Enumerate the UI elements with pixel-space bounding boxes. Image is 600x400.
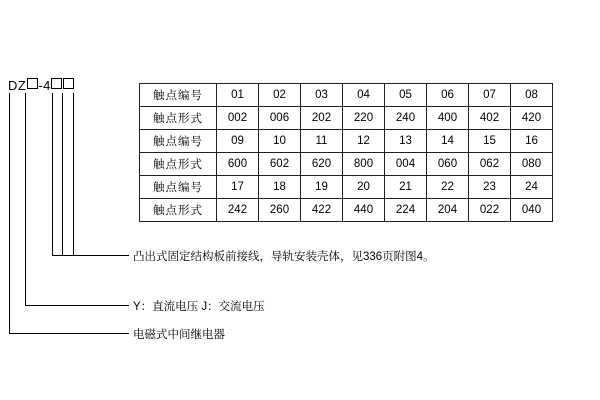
- model-box-3: [63, 78, 74, 89]
- table-cell: 18: [259, 176, 301, 199]
- annotation-structure: 凸出式固定结构板前接线，导轨安装壳体，见336页附图4。: [133, 251, 435, 263]
- table-cell: 224: [385, 199, 427, 222]
- leader-arm-3: [9, 333, 129, 334]
- table-cell: 20: [343, 176, 385, 199]
- leader-stem-1: [9, 93, 10, 333]
- table-cell: 620: [301, 153, 343, 176]
- table-cell: 400: [427, 107, 469, 130]
- table-cell: 080: [511, 153, 553, 176]
- table-cell: 08: [511, 84, 553, 107]
- table-cell: 402: [469, 107, 511, 130]
- leader-arm-1: [52, 255, 129, 256]
- table-cell: 22: [427, 176, 469, 199]
- model-code-label: [8, 78, 75, 93]
- table-cell: 07: [469, 84, 511, 107]
- table-cell: 14: [427, 130, 469, 153]
- table-row: [140, 107, 553, 130]
- table-cell: 01: [217, 84, 259, 107]
- leader-stem-5: [73, 93, 74, 255]
- table-cell: 05: [385, 84, 427, 107]
- table-cell: 002: [217, 107, 259, 130]
- leader-stem-4: [62, 93, 63, 255]
- annotation-relay-type: 电磁式中间继电器: [133, 329, 225, 341]
- row-label: 触点编号: [140, 176, 217, 199]
- table-cell: 23: [469, 176, 511, 199]
- table-cell: 600: [217, 153, 259, 176]
- model-box-2: [51, 78, 62, 89]
- table-cell: 17: [217, 176, 259, 199]
- row-label: 触点编号: [140, 130, 217, 153]
- table-cell: 422: [301, 199, 343, 222]
- annotation-voltage: Y：直流电压 J：交流电压: [133, 301, 265, 313]
- table-cell: 12: [343, 130, 385, 153]
- table-cell: 006: [259, 107, 301, 130]
- model-prefix: DZ: [8, 78, 27, 93]
- table-cell: 040: [511, 199, 553, 222]
- table-cell: 21: [385, 176, 427, 199]
- table-cell: 11: [301, 130, 343, 153]
- table-cell: 062: [469, 153, 511, 176]
- table-row: [140, 176, 553, 199]
- model-middle: -4: [38, 78, 51, 93]
- table-cell: 022: [469, 199, 511, 222]
- contacts-table-wrapper: [139, 83, 553, 222]
- table-cell: 13: [385, 130, 427, 153]
- table-cell: 02: [259, 84, 301, 107]
- contacts-table: [139, 83, 553, 222]
- table-cell: 260: [259, 199, 301, 222]
- table-cell: 240: [385, 107, 427, 130]
- table-cell: 060: [427, 153, 469, 176]
- table-row: [140, 130, 553, 153]
- row-label: 触点形式: [140, 107, 217, 130]
- leader-stem-2: [25, 93, 26, 305]
- table-cell: 06: [427, 84, 469, 107]
- table-cell: 602: [259, 153, 301, 176]
- table-cell: 800: [343, 153, 385, 176]
- table-cell: 04: [343, 84, 385, 107]
- table-cell: 420: [511, 107, 553, 130]
- table-row: [140, 199, 553, 222]
- table-cell: 19: [301, 176, 343, 199]
- row-label: 触点编号: [140, 84, 217, 107]
- table-cell: 220: [343, 107, 385, 130]
- table-row: [140, 84, 553, 107]
- table-row: [140, 153, 553, 176]
- table-cell: 004: [385, 153, 427, 176]
- table-cell: 10: [259, 130, 301, 153]
- row-label: 触点形式: [140, 199, 217, 222]
- table-cell: 03: [301, 84, 343, 107]
- leader-stem-3: [52, 93, 53, 255]
- table-cell: 204: [427, 199, 469, 222]
- table-cell: 24: [511, 176, 553, 199]
- model-box-1: [27, 78, 38, 89]
- leader-arm-2: [25, 305, 129, 306]
- table-cell: 16: [511, 130, 553, 153]
- table-cell: 09: [217, 130, 259, 153]
- table-cell: 242: [217, 199, 259, 222]
- contacts-table-body: [140, 84, 553, 222]
- table-cell: 440: [343, 199, 385, 222]
- row-label: 触点形式: [140, 153, 217, 176]
- table-cell: 15: [469, 130, 511, 153]
- table-cell: 202: [301, 107, 343, 130]
